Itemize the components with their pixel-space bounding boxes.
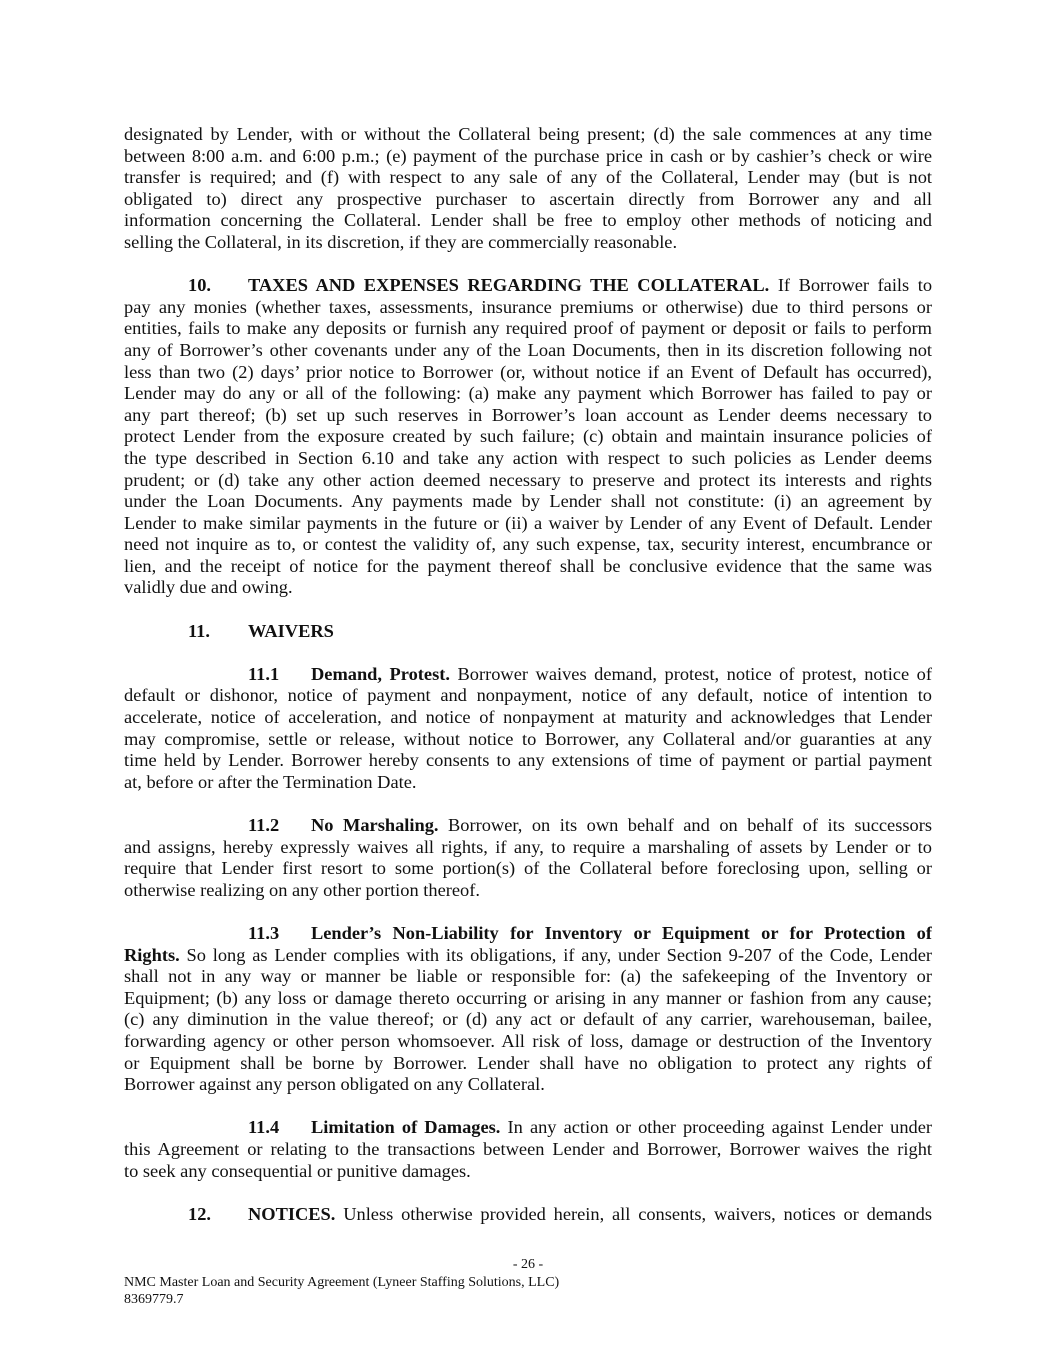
line-text: forwarding agency or other person whomsoever. All risk of loss, damage or destruction of the Inventory — [124, 1030, 932, 1051]
section-11 — [124, 621, 932, 643]
line-content — [124, 405, 932, 427]
line-content — [124, 772, 932, 794]
text-line — [124, 707, 932, 729]
line-content — [124, 210, 932, 232]
line-text: Borrower against any person obligated on any Collateral. — [124, 1074, 545, 1095]
line-text: this Agreement or relating to the transactions between Lender and Borrower, Borrower waives the right — [124, 1138, 932, 1159]
line-content — [124, 685, 932, 707]
heading-text — [311, 1117, 932, 1139]
line-content — [124, 124, 932, 146]
heading-line — [124, 815, 932, 837]
line-content — [124, 340, 932, 362]
line-text: Lender may do any or all of the following: (a) make any payment which Borrower has failed to pay or — [124, 383, 932, 404]
line-content — [124, 858, 932, 880]
heading-line — [124, 1204, 932, 1226]
text-line — [124, 837, 932, 859]
text-line — [124, 426, 932, 448]
line-text: entities, fails to make any deposits or furnish any required proof of payment or deposit or fails to perform — [124, 318, 932, 339]
line-content — [124, 750, 932, 772]
page-footer — [124, 1256, 932, 1309]
text-line — [124, 297, 932, 319]
text-line — [124, 729, 932, 751]
line-text: and assigns, hereby expressly waives all rights, if any, to require a marshaling of assets by Lender or to — [124, 836, 932, 857]
document-body — [124, 124, 932, 1247]
text-line — [124, 858, 932, 880]
text-line — [124, 880, 932, 902]
line-text: or Equipment shall be borne by Borrower. Lender shall have no obligation to protect any rights of — [124, 1052, 932, 1073]
text-line — [124, 491, 932, 513]
line-content — [124, 1031, 932, 1053]
line-text: (c) any diminution in the value thereof; or (d) any act or default of any carrier, warehouseman, bailee, — [124, 1009, 932, 1030]
line-content — [124, 556, 932, 578]
section-title: Limitation of Damages. — [311, 1117, 501, 1138]
text-line — [124, 470, 932, 492]
line-text: at, before or after the Termination Date. — [124, 771, 417, 792]
text-line — [124, 1139, 932, 1161]
line-text: any part thereof; (b) set up such reserves in Borrower’s loan account as Lender deems necessary to — [124, 404, 932, 425]
section-12 — [124, 1204, 932, 1226]
subsection-11-3 — [124, 923, 932, 1096]
line-content — [124, 534, 932, 556]
line-content — [124, 988, 932, 1010]
text-line — [124, 1031, 932, 1053]
section-title: No Marshaling. — [311, 815, 439, 835]
section-10 — [124, 275, 932, 599]
text-line — [124, 556, 932, 578]
line-text: accelerate, notice of acceleration, and notice of nonpayment at maturity and acknowledges that Lender — [124, 707, 932, 728]
line-content — [124, 491, 932, 513]
line-text: pay any monies (whether taxes, assessments, insurance premiums or otherwise) due to third persons or — [124, 296, 932, 317]
line-content — [124, 1009, 932, 1031]
text-line — [124, 124, 932, 146]
heading-line — [124, 1117, 932, 1139]
line-content — [124, 945, 932, 967]
line-text: the type described in Section 6.10 and take any action with respect to such policies as Lender deems — [124, 447, 932, 468]
line-text: may compromise, settle or release, without notice to Borrower, any Collateral and/or guaranties at any — [124, 728, 932, 749]
page-number: - 26 - — [512, 1257, 544, 1272]
heading-text — [248, 1204, 932, 1226]
text-line — [124, 1053, 932, 1075]
line-content — [124, 470, 932, 492]
text-line — [124, 318, 932, 340]
line-content — [124, 837, 932, 859]
section-number: 12. — [188, 1203, 211, 1224]
subsection-11-2 — [124, 815, 932, 901]
heading-text — [311, 815, 932, 837]
heading-line-text: In any action or other proceeding against Lender under — [507, 1117, 932, 1138]
line-content — [124, 362, 932, 384]
text-line — [124, 1009, 932, 1031]
heading-line-text: Borrower waives demand, protest, notice of protest, notice of — [457, 663, 932, 684]
line-content — [124, 189, 932, 211]
text-line — [124, 189, 932, 211]
line-content — [124, 577, 932, 599]
line-text: validly due and owing. — [124, 577, 293, 598]
section-title: TAXES AND EXPENSES REGARDING THE COLLATERAL. — [248, 275, 770, 296]
body-paragraph — [124, 124, 932, 254]
line-text: lien, and the receipt of notice for the payment thereof shall be conclusive evidence that the same was — [124, 555, 932, 576]
line-content — [124, 426, 932, 448]
text-line — [124, 167, 932, 189]
subsection-11-4 — [124, 1117, 932, 1182]
text-line — [124, 772, 932, 794]
line-content — [124, 1053, 932, 1075]
line-text: otherwise realizing on any other portion thereof. — [124, 879, 480, 900]
section-number: 11.2 — [248, 815, 280, 835]
line-content — [124, 167, 932, 189]
section-title: WAIVERS — [248, 620, 334, 641]
line-content — [124, 448, 932, 470]
line-text: designated by Lender, with or without the Collateral being present; (d) the sale commences at any time — [124, 124, 932, 144]
section-title: Demand, Protest. — [311, 663, 450, 684]
subsection-11-1 — [124, 664, 932, 794]
heading-text — [311, 923, 932, 945]
text-line — [124, 232, 932, 254]
text-line — [124, 210, 932, 232]
text-line — [124, 988, 932, 1010]
line-text: less than two (2) days’ prior notice to Borrower (or, without notice if an Event of Default has occurred), — [124, 361, 932, 382]
line-text: between 8:00 a.m. and 6:00 p.m.; (e) payment of the purchase price in cash or by cashier’s check or wire — [124, 145, 932, 166]
line-text: under the Loan Documents. Any payments made by Lender shall not constitute: (i) an agreement by — [124, 491, 932, 512]
text-line — [124, 577, 932, 599]
line-content — [124, 707, 932, 729]
line-text: So long as Lender complies with its obligations, if any, under Section 9-207 of the Code, Lender — [186, 944, 932, 965]
text-line — [124, 383, 932, 405]
line-content — [124, 1074, 932, 1096]
line-content — [124, 880, 932, 902]
heading-line-text: Unless otherwise provided herein, all consents, waivers, notices or demands — [343, 1203, 932, 1224]
text-line — [124, 146, 932, 168]
text-line — [124, 945, 932, 967]
section-number: 11.3 — [248, 922, 280, 943]
line-content — [124, 1139, 932, 1161]
heading-line — [124, 923, 932, 945]
line-text: obligated to) direct any prospective purchaser to ascertain directly from Borrower any and all — [124, 188, 932, 209]
heading-line — [124, 621, 932, 643]
line-content — [124, 729, 932, 751]
line-text: prudent; or (d) take any other action deemed necessary to preserve and protect its interests and rights — [124, 469, 932, 490]
footer-document-title: NMC Master Loan and Security Agreement (Lyneer Staffing Solutions, LLC) — [124, 1274, 560, 1290]
line-text: Lender to make similar payments in the future or (ii) a waiver by Lender of any Event of Default. Lender — [124, 512, 932, 533]
text-line — [124, 405, 932, 427]
text-line — [124, 448, 932, 470]
text-line — [124, 966, 932, 988]
section-title: Lender’s Non-Liability for Inventory or Equipment or for Protection of — [311, 922, 932, 943]
heading-line — [124, 664, 932, 686]
section-number: 11.4 — [248, 1117, 280, 1138]
text-line — [124, 362, 932, 384]
section-number: 11.1 — [248, 663, 280, 684]
section-number: 11. — [188, 620, 210, 641]
line-text: Equipment; (b) any loss or damage thereto occurring or arising in any manner or fashion from any cause; — [124, 987, 932, 1008]
line-text: to seek any consequential or punitive damages. — [124, 1160, 471, 1181]
line-text: shall not in any way or manner be liable or responsible for: (a) the safekeeping of the Inventory or — [124, 966, 932, 987]
heading-text — [248, 275, 932, 297]
heading-line-text: Borrower, on its own behalf and on behalf of its successors — [448, 815, 932, 835]
text-line — [124, 685, 932, 707]
text-line — [124, 1074, 932, 1096]
heading-text — [248, 621, 932, 643]
footer-document-id: 8369779.7 — [124, 1292, 184, 1307]
heading-text — [311, 664, 932, 686]
line-text: require that Lender first resort to some portion(s) of the Collateral before foreclosing upon, selling or — [124, 858, 932, 879]
section-title-continued: Rights. — [124, 944, 180, 965]
line-content — [124, 297, 932, 319]
heading-line-text: If Borrower fails to — [777, 275, 932, 296]
heading-line — [124, 275, 932, 297]
line-content — [124, 383, 932, 405]
line-text: time held by Lender. Borrower hereby consents to any extensions of time of payment or partial payment — [124, 750, 932, 771]
line-content — [124, 232, 932, 254]
text-line — [124, 1161, 932, 1183]
line-content — [124, 318, 932, 340]
text-line — [124, 340, 932, 362]
line-text: protect Lender from the exposure created by such failure; (c) obtain and maintain insurance policies of — [124, 426, 932, 447]
line-text: need not inquire as to, or contest the validity of, any such expense, tax, security interest, encumbrance or — [124, 534, 932, 555]
text-line — [124, 534, 932, 556]
section-number: 10. — [188, 275, 211, 296]
line-text: default or dishonor, notice of payment and nonpayment, notice of any default, notice of intention to — [124, 685, 932, 706]
line-text: selling the Collateral, in its discretion, if they are commercially reasonable. — [124, 231, 678, 252]
section-title: NOTICES. — [248, 1203, 336, 1224]
line-text: information concerning the Collateral. Lender shall be free to employ other methods of noticing and — [124, 210, 932, 231]
line-content — [124, 1161, 932, 1183]
line-content — [124, 513, 932, 535]
line-text: any of Borrower’s other covenants under any of the Loan Documents, then in its discretion following not — [124, 339, 932, 360]
text-line — [124, 750, 932, 772]
text-line — [124, 513, 932, 535]
line-content — [124, 966, 932, 988]
line-content — [124, 146, 932, 168]
line-text: transfer is required; and (f) with respect to any sale of any of the Collateral, Lender may (but is not — [124, 167, 932, 188]
